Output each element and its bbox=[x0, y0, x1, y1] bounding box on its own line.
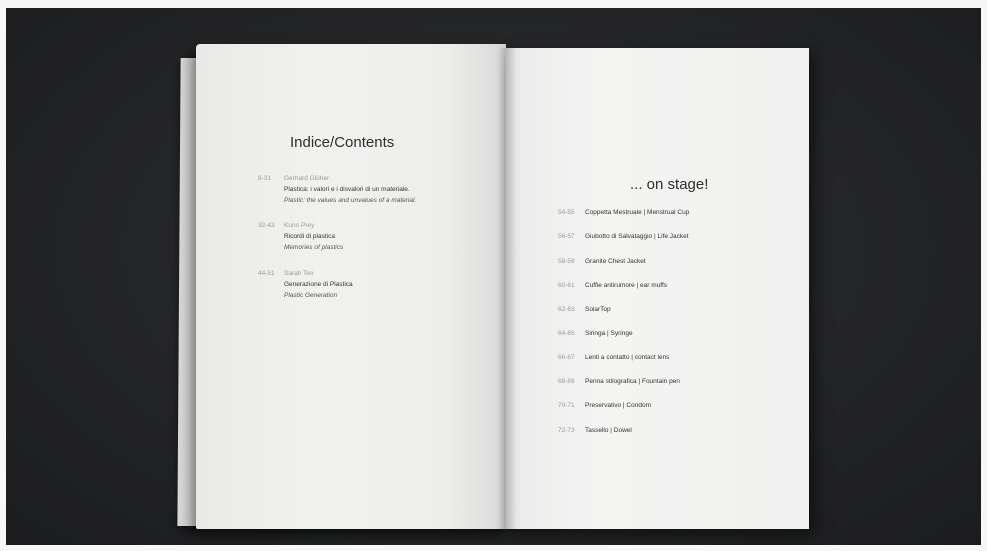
list-item-title: Preservativo | Condom bbox=[585, 402, 651, 409]
list-item-page-range: 58-59 bbox=[558, 258, 575, 265]
toc-title-italian: Ricordi di plastica bbox=[284, 233, 335, 240]
list-item-page-range: 62-63 bbox=[558, 306, 575, 313]
list-item-page-range: 54-55 bbox=[558, 209, 575, 216]
toc-title-english: Plastic Generation bbox=[284, 292, 338, 299]
toc-title-english: Memories of plastics bbox=[284, 244, 344, 251]
list-item-page-range: 56-57 bbox=[558, 233, 575, 240]
left-page bbox=[196, 44, 506, 529]
list-item-title: Penna stilografica | Fountain pen bbox=[585, 378, 680, 385]
photo-background bbox=[6, 8, 981, 545]
toc-title-english: Plastic: the values and unvalues of a material. bbox=[284, 197, 417, 204]
list-item-page-range: 68-69 bbox=[558, 378, 575, 385]
toc-page-range: 8-31 bbox=[258, 175, 272, 182]
list-item-title: Granite Chest Jacket bbox=[585, 258, 646, 265]
list-item-title: Giubotto di Salvataggio | Life Jacket bbox=[585, 233, 689, 240]
toc-page-range: 32-43 bbox=[258, 222, 275, 229]
list-item-title: Cuffie antirumore | ear muffs bbox=[585, 282, 668, 289]
list-item-page-range: 72-73 bbox=[558, 427, 575, 434]
toc-author: Sarah Teo bbox=[284, 270, 314, 277]
toc-author: Kuno Prey bbox=[284, 222, 315, 229]
list-item-title: Siringa | Syringe bbox=[585, 330, 633, 337]
book-spine bbox=[498, 48, 516, 529]
list-item-title: Tassello | Dowel bbox=[585, 427, 632, 434]
toc-title-italian: Generazione di Plastica bbox=[284, 281, 353, 288]
list-item-page-range: 70-71 bbox=[558, 402, 575, 409]
list-item-title: Coppetta Mestruale | Menstrual Cup bbox=[585, 209, 690, 216]
list-item-page-range: 64-65 bbox=[558, 330, 575, 337]
right-page bbox=[506, 48, 809, 529]
toc-author: Gerhard Glüher bbox=[284, 175, 330, 182]
list-item-title: Lenti a contatto | contact lens bbox=[585, 354, 670, 361]
list-item-title: SolarTop bbox=[585, 306, 611, 313]
list-item-page-range: 66-67 bbox=[558, 354, 575, 361]
toc-page-range: 44-51 bbox=[258, 270, 275, 277]
list-item-page-range: 60-61 bbox=[558, 282, 575, 289]
toc-title-italian: Plastica: i valori e i disvalori di un materiale. bbox=[284, 186, 410, 193]
page-title: Indice/Contents bbox=[290, 134, 395, 151]
section-title: ... on stage! bbox=[630, 176, 709, 193]
